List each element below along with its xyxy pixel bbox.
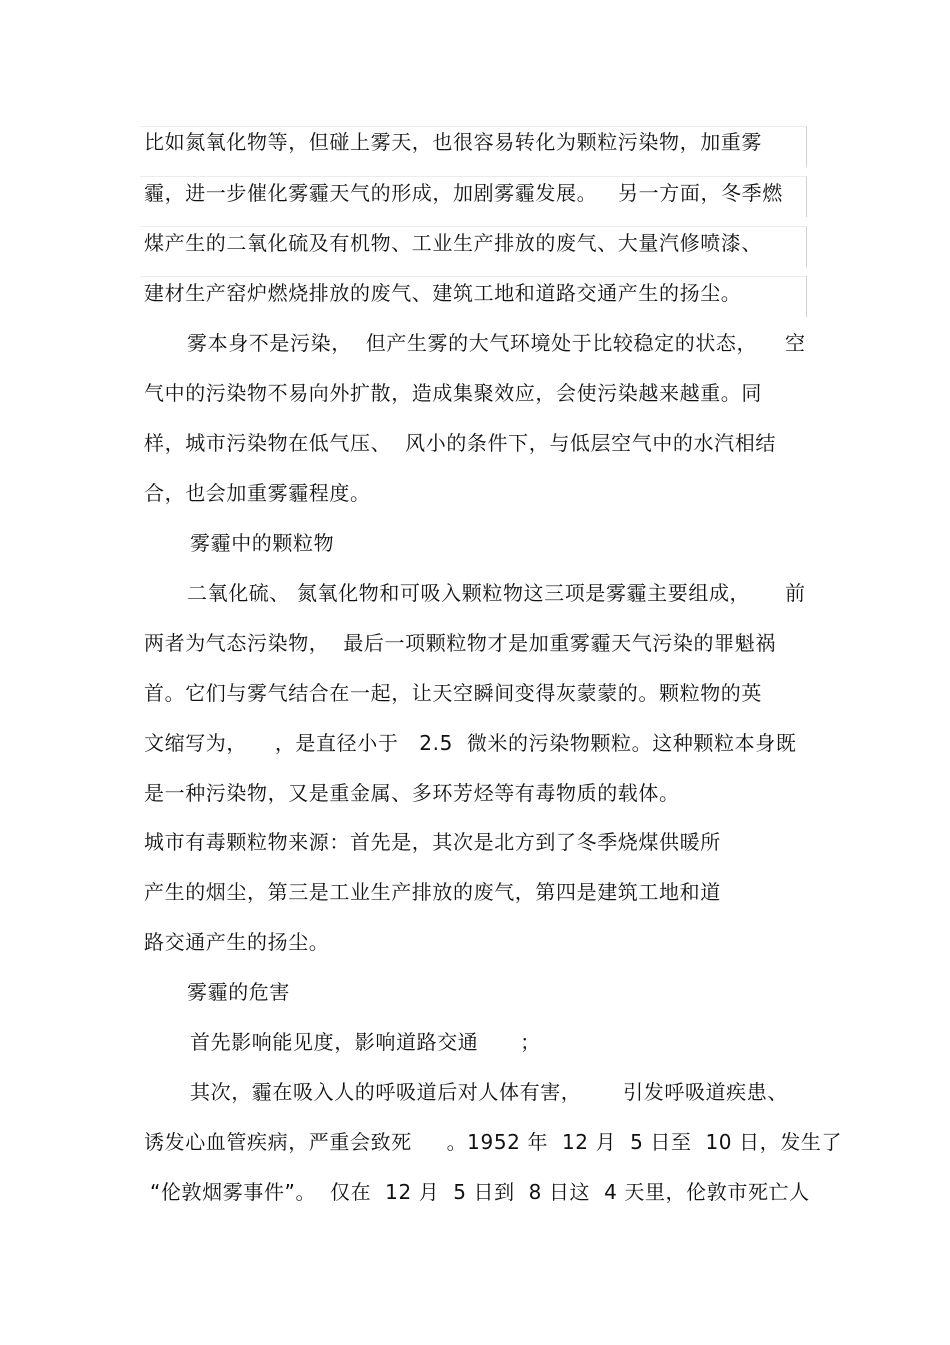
paragraph-1-line-2: 霾，进一步催化雾霾天气的形成，加剧雾霾发展。 另一方面，冬季燃 bbox=[144, 181, 783, 205]
paragraph-4-line-2: 产生的烟尘，第三是工业生产排放的废气，第四是建筑工地和道 bbox=[144, 880, 721, 904]
paragraph-2-line-4: 合，也会加重雾霾程度。 bbox=[144, 481, 371, 505]
section-heading-harm: 雾霾的危害 bbox=[187, 980, 290, 1004]
paragraph-5-line-3: “伦敦烟雾事件”。 仅在 12 月 5 日到 8 日这 4 天里，伦敦市死亡人 bbox=[150, 1180, 810, 1204]
paragraph-1-line-3: 煤产生的二氧化硫及有机物、工业生产排放的废气、大量汽修喷漆、 bbox=[144, 231, 762, 255]
paragraph-3-line-3: 首。它们与雾气结合在一起，让天空瞬间变得灰蒙蒙的。颗粒物的英 bbox=[144, 681, 762, 705]
paragraph-3-line-4: 文缩写为， ，是直径小于 2.5 微米的污染物颗粒。这种颗粒本身既 bbox=[144, 731, 797, 755]
paragraph-1-line-4: 建材生产窑炉燃烧排放的废气、建筑工地和道路交通产生的扬尘。 bbox=[144, 281, 742, 305]
paragraph-4-line-3: 路交通产生的扬尘。 bbox=[144, 930, 330, 954]
paragraph-1-line-1: 比如氮氧化物等，但碰上雾天，也很容易转化为颗粒污染物，加重雾 bbox=[144, 130, 762, 154]
paragraph-3-line-2: 两者为气态污染物， 最后一项颗粒物才是加重雾霾天气污染的罪魁祸 bbox=[144, 631, 776, 655]
section-heading-particles: 雾霾中的颗粒物 bbox=[190, 531, 335, 555]
paragraph-5-line-2: 诱发心血管疾病，严重会致死 。1952 年 12 月 5 日至 10 日，发生了 bbox=[144, 1130, 843, 1154]
paragraph-5-line-1: 其次，霾在吸入人的呼吸道后对人体有害， 引发呼吸道疾患、 bbox=[190, 1080, 788, 1104]
paragraph-2-line-1: 雾本身不是污染， 但产生雾的大气环境处于比较稳定的状态， 空 bbox=[187, 331, 806, 355]
harm-item-1: 首先影响能见度，影响道路交通 ； bbox=[190, 1030, 541, 1054]
paragraph-2-line-3: 样，城市污染物在低气压、 风小的条件下，与低层空气中的水汽相结 bbox=[144, 431, 776, 455]
paragraph-2-line-2: 气中的污染物不易向外扩散，造成集聚效应，会使污染越来越重。同 bbox=[144, 381, 762, 405]
paragraph-4-line-1: 城市有毒颗粒物来源：首先是，其次是北方到了冬季烧煤供暖所 bbox=[144, 830, 721, 854]
paragraph-3-line-5: 是一种污染物，又是重金属、多环芳烃等有毒物质的载体。 bbox=[144, 781, 680, 805]
paragraph-3-line-1: 二氧化硫、 氮氧化物和可吸入颗粒物这三项是雾霾主要组成， 前 bbox=[187, 581, 806, 605]
